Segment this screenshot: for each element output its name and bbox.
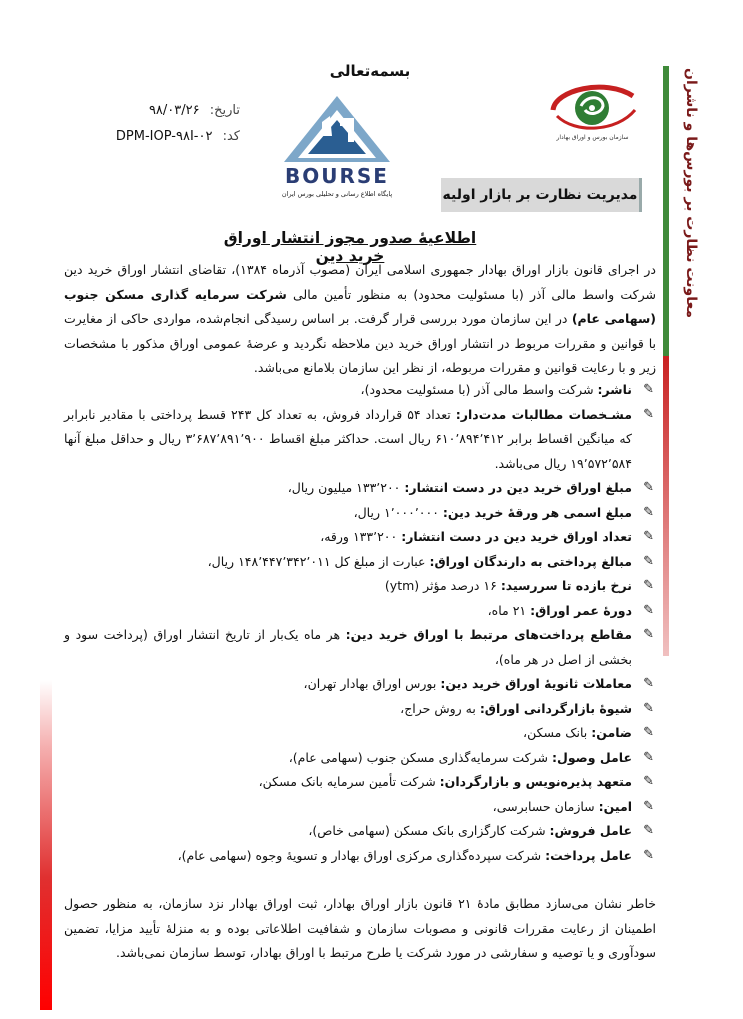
spec-value: هر ماه یک‌بار از تاریخ انتشار اوراق (پرداخت سود و بخشی از اصل در هر ماه)، xyxy=(64,627,632,667)
specs-list xyxy=(64,378,656,868)
spec-item xyxy=(64,599,656,624)
spec-label: شیوهٔ بازارگردانی اوراق: xyxy=(479,700,632,716)
spec-label: امین: xyxy=(598,798,632,814)
spec-item xyxy=(64,501,656,526)
side-band-red xyxy=(663,356,669,656)
pencil-bullet-icon: ✎ xyxy=(643,382,654,397)
left-red-bar xyxy=(40,680,52,1010)
spec-label: مبلغ اوراق خرید دین در دست انتشار: xyxy=(404,480,632,495)
spec-item xyxy=(64,746,656,771)
spec-item xyxy=(64,574,656,599)
spec-value: ۱۳۳٬۲۰۰ میلیون ریال، xyxy=(287,480,405,495)
spec-value: شرکت کارگزاری بانک مسکن (سهامی خاص)، xyxy=(308,823,550,838)
spec-item xyxy=(64,623,656,672)
intro-text-2: در این سازمان مورد بررسی قرار گرفت. بر اساس رسیدگی انجام‌شده، مواردی حاکی از مغایرت با قوانین و مقررات مربوط در انتشار اوراق خرید دین ملاحظه نگردید و عرضهٔ عمومی اوراق مذکور با مشخصات زیر و با رعایت قوانین و مقررات مربوطه، از نظر این سازمان بلامانع می‌باشد. xyxy=(64,311,656,375)
pencil-bullet-icon: ✎ xyxy=(643,847,654,863)
date-row xyxy=(100,100,240,126)
document-title: اطلاعیهٔ صدور مجوز انتشار اوراق خرید دین xyxy=(223,229,477,265)
spec-item xyxy=(64,403,656,477)
spec-label: ناشر: xyxy=(597,382,632,397)
code-value: DPM-IOP-۹۸I-۰۲ xyxy=(115,129,213,144)
spec-item xyxy=(64,378,656,403)
spec-value: شرکت سرمایه‌گذاری مسکن جنوب (سهامی عام)، xyxy=(288,749,552,765)
sazman-logo xyxy=(545,80,640,150)
spec-value: شرکت واسط مالی آذر (با مسئولیت محدود)، xyxy=(360,382,598,397)
spec-label: ضامن: xyxy=(591,725,632,740)
spec-value: عبارت از مبلغ کل ۱۴۸٬۴۴۷٬۳۴۲٬۰۱۱ ریال، xyxy=(207,553,430,569)
pencil-bullet-icon: ✎ xyxy=(643,529,654,544)
spec-value: شرکت سپرده‌گذاری مرکزی اوراق بهادار و تسویهٔ وجوه (سهامی عام)، xyxy=(177,847,546,863)
spec-item xyxy=(64,525,656,550)
pencil-bullet-icon: ✎ xyxy=(643,798,654,814)
spec-label: عامل فروش: xyxy=(549,823,632,838)
closing-paragraph: خاطر نشان می‌سازد مطابق مادهٔ ۲۱ قانون بازار اوراق بهادار، ثبت اوراق بهادار نزد سازمان، به منظور حصول اطمینان از رعایت مقررات قانونی و مصوبات سازمان و شفافیت اطلاعاتی بوده و به منزلهٔ تأیید مزایا، تضمین سودآوری و یا توصیه و سفارشی در مورد شرکت یا طرح مرتبط با اوراق بهادار، توسط سازمان نمی‌باشد. xyxy=(64,896,656,960)
bourse-emblem-icon xyxy=(272,92,402,166)
intro-text-1: در اجرای قانون بازار اوراق بهادار جمهوری اسلامی ایران (مصوب آذرماه ۱۳۸۴)، تقاضای انتشار اوراق خرید دین شرکت واسط مالی آذر (با مسئولیت محدود) به منظور تأمین مالی xyxy=(64,262,656,302)
spec-item xyxy=(64,550,656,575)
spec-label: معاملات ثانویهٔ اوراق خرید دین: xyxy=(440,676,632,691)
department-box: مدیریت نظارت بر بازار اولیه xyxy=(441,178,642,212)
spec-label: عامل وصول: xyxy=(551,749,632,765)
spec-label: مبالغ پرداختی به دارندگان اوراق: xyxy=(429,553,632,569)
bourse-wordmark: BOURSE xyxy=(285,164,389,188)
date-value: ۹۸/۰۳/۲۶ xyxy=(148,103,200,118)
spec-value: بانک مسکن، xyxy=(523,725,592,740)
side-band-green xyxy=(663,66,669,356)
pencil-bullet-icon: ✎ xyxy=(643,602,654,618)
spec-item xyxy=(64,770,656,795)
pencil-bullet-icon: ✎ xyxy=(643,676,654,691)
spec-label: عامل پرداخت: xyxy=(545,847,632,863)
code-row xyxy=(100,126,240,152)
spec-value: ۱۶ درصد مؤثر (ytm) xyxy=(384,578,501,593)
spec-value: ۱٬۰۰۰٬۰۰۰ ریال، xyxy=(353,504,443,520)
spec-label: نرخ بازده تا سررسید: xyxy=(500,578,632,593)
bourse-subtitle: پایگاه اطلاع رسانی و تحلیلی بورس ایران xyxy=(281,190,393,198)
spec-item xyxy=(64,819,656,844)
pencil-bullet-icon: ✎ xyxy=(643,480,654,495)
pencil-bullet-icon: ✎ xyxy=(643,823,654,838)
spec-item xyxy=(64,697,656,722)
spec-item xyxy=(64,476,656,501)
basmala-heading: بسمه‌تعالی xyxy=(329,62,411,80)
spec-value: به روش حراج، xyxy=(400,700,480,716)
spec-value: بورس اوراق بهادار تهران، xyxy=(303,676,441,691)
spec-label: مقاطع پرداخت‌های مرتبط با اوراق خرید دین: xyxy=(345,627,632,642)
spec-item xyxy=(64,672,656,697)
code-label: کد: xyxy=(222,129,240,144)
spec-label: مبلغ اسمی هر ورقهٔ خرید دین: xyxy=(442,504,632,520)
spec-value: ۱۳۳٬۲۰۰ ورقه، xyxy=(320,529,402,544)
spec-label: مشـخصات مطالبات مدت‌دار: xyxy=(455,406,632,422)
spec-value: تعداد ۵۴ قرارداد فروش، به تعداد کل ۲۴۳ قسط پرداختی با مقادیر نابرابر که میانگین اقساط برابر ۶۱۰٬۸۹۴٬۴۱۲ ریال است. حداکثر مبلغ اقساط ۳٬۶۸۷٬۸۹۱٬۹۰۰ ریال و حداقل مبلغ آنها ۱۹٬۵۷۲٬۵۸۴ ریال می‌باشد. xyxy=(64,406,632,471)
spec-item xyxy=(64,795,656,820)
pencil-bullet-icon: ✎ xyxy=(643,627,654,642)
pencil-bullet-icon: ✎ xyxy=(643,749,654,765)
pencil-bullet-icon: ✎ xyxy=(643,504,654,520)
spec-value: ۲۱ ماه، xyxy=(487,602,531,618)
intro-paragraph xyxy=(64,258,656,381)
spec-item xyxy=(64,844,656,869)
spec-value: شرکت تأمین سرمایه بانک مسکن، xyxy=(258,774,440,789)
document-meta xyxy=(100,100,240,152)
spec-label: دورهٔ عمر اوراق: xyxy=(530,602,632,618)
date-label: تاریخ: xyxy=(209,103,240,118)
sazman-emblem-icon xyxy=(545,80,640,136)
vertical-title: معاونت نظارت بر بورس‌ها و ناشران xyxy=(683,68,699,319)
spec-item xyxy=(64,721,656,746)
pencil-bullet-icon: ✎ xyxy=(643,406,654,422)
sazman-caption: سازمان بورس و اوراق بهادار xyxy=(556,134,629,141)
spec-label: متعهد پذیره‌نویس و بازارگردان: xyxy=(439,774,632,789)
spec-value: سازمان حسابرسی، xyxy=(492,798,599,814)
bourse-logo xyxy=(272,92,402,200)
pencil-bullet-icon: ✎ xyxy=(643,578,654,593)
intro-company: شرکت سرمایه گذاری مسکن جنوب (سهامی عام) xyxy=(64,286,656,326)
pencil-bullet-icon: ✎ xyxy=(643,700,654,716)
pencil-bullet-icon: ✎ xyxy=(643,725,654,740)
pencil-bullet-icon: ✎ xyxy=(643,553,654,569)
pencil-bullet-icon: ✎ xyxy=(643,774,654,789)
spec-label: تعداد اوراق خرید دین در دست انتشار: xyxy=(401,529,632,544)
